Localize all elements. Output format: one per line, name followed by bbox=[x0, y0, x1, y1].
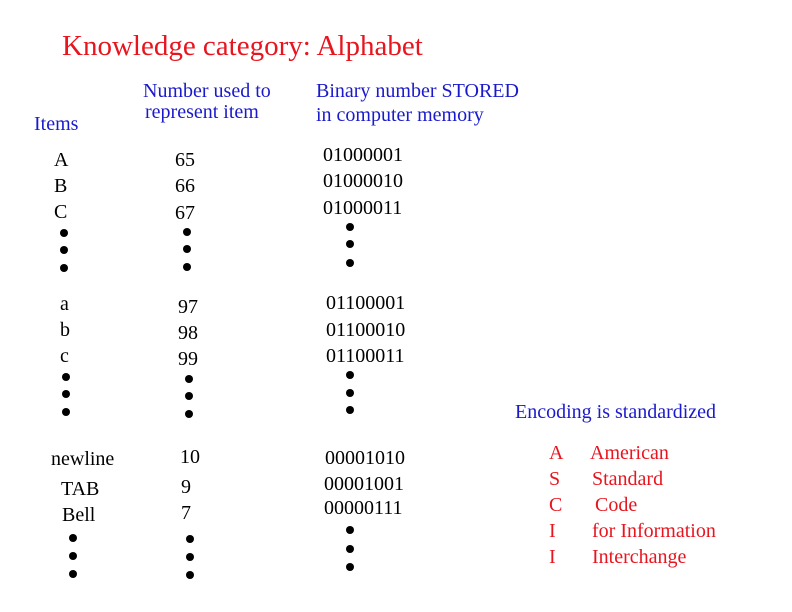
binary-cell: 01000010 bbox=[323, 170, 403, 192]
page-title: Knowledge category: Alphabet bbox=[62, 30, 423, 62]
number-header-line1: Number used to bbox=[143, 80, 271, 102]
number-cell: 67 bbox=[175, 202, 195, 224]
number-cell: 99 bbox=[178, 348, 198, 370]
item-cell: a bbox=[60, 293, 69, 315]
number-cell: 65 bbox=[175, 149, 195, 171]
binary-cell: 00001001 bbox=[324, 473, 404, 495]
acronym-word: American bbox=[590, 442, 669, 464]
acronym-word: Standard bbox=[592, 468, 664, 490]
acronym-word: for Information bbox=[592, 520, 716, 542]
acronym-letter: S bbox=[549, 468, 561, 490]
encoding-heading: Encoding is standardized bbox=[515, 401, 717, 423]
binary-cell: 00000111 bbox=[324, 497, 403, 519]
binary-cell: 01000001 bbox=[323, 144, 403, 166]
number-cell: 7 bbox=[181, 502, 191, 524]
binary-header-line1: Binary number STORED bbox=[316, 80, 519, 102]
acronym-letter: I bbox=[549, 546, 556, 568]
acronym-word: Interchange bbox=[592, 546, 687, 568]
binary-cell: 01000011 bbox=[323, 197, 403, 219]
acronym-letter: C bbox=[549, 494, 563, 516]
item-cell: TAB bbox=[61, 478, 100, 500]
item-cell: B bbox=[54, 175, 68, 197]
item-cell: C bbox=[54, 201, 68, 223]
number-cell: 10 bbox=[180, 446, 200, 468]
binary-cell: 01100011 bbox=[326, 345, 405, 367]
binary-header-line2: in computer memory bbox=[316, 104, 484, 126]
number-cell: 97 bbox=[178, 296, 198, 318]
items-header: Items bbox=[34, 113, 79, 135]
item-cell: A bbox=[54, 149, 69, 171]
number-cell: 9 bbox=[181, 476, 191, 498]
item-cell: c bbox=[60, 345, 69, 367]
acronym-letter: A bbox=[549, 442, 564, 464]
item-cell: newline bbox=[51, 448, 115, 470]
acronym-word: Code bbox=[595, 494, 638, 516]
number-header-line2: represent item bbox=[145, 101, 259, 123]
number-cell: 66 bbox=[175, 175, 195, 197]
acronym-letter: I bbox=[549, 520, 556, 542]
binary-cell: 01100001 bbox=[326, 292, 406, 314]
number-cell: 98 bbox=[178, 322, 198, 344]
item-cell: Bell bbox=[62, 504, 96, 526]
binary-cell: 01100010 bbox=[326, 319, 406, 341]
item-cell: b bbox=[60, 319, 70, 341]
binary-cell: 00001010 bbox=[325, 447, 405, 469]
